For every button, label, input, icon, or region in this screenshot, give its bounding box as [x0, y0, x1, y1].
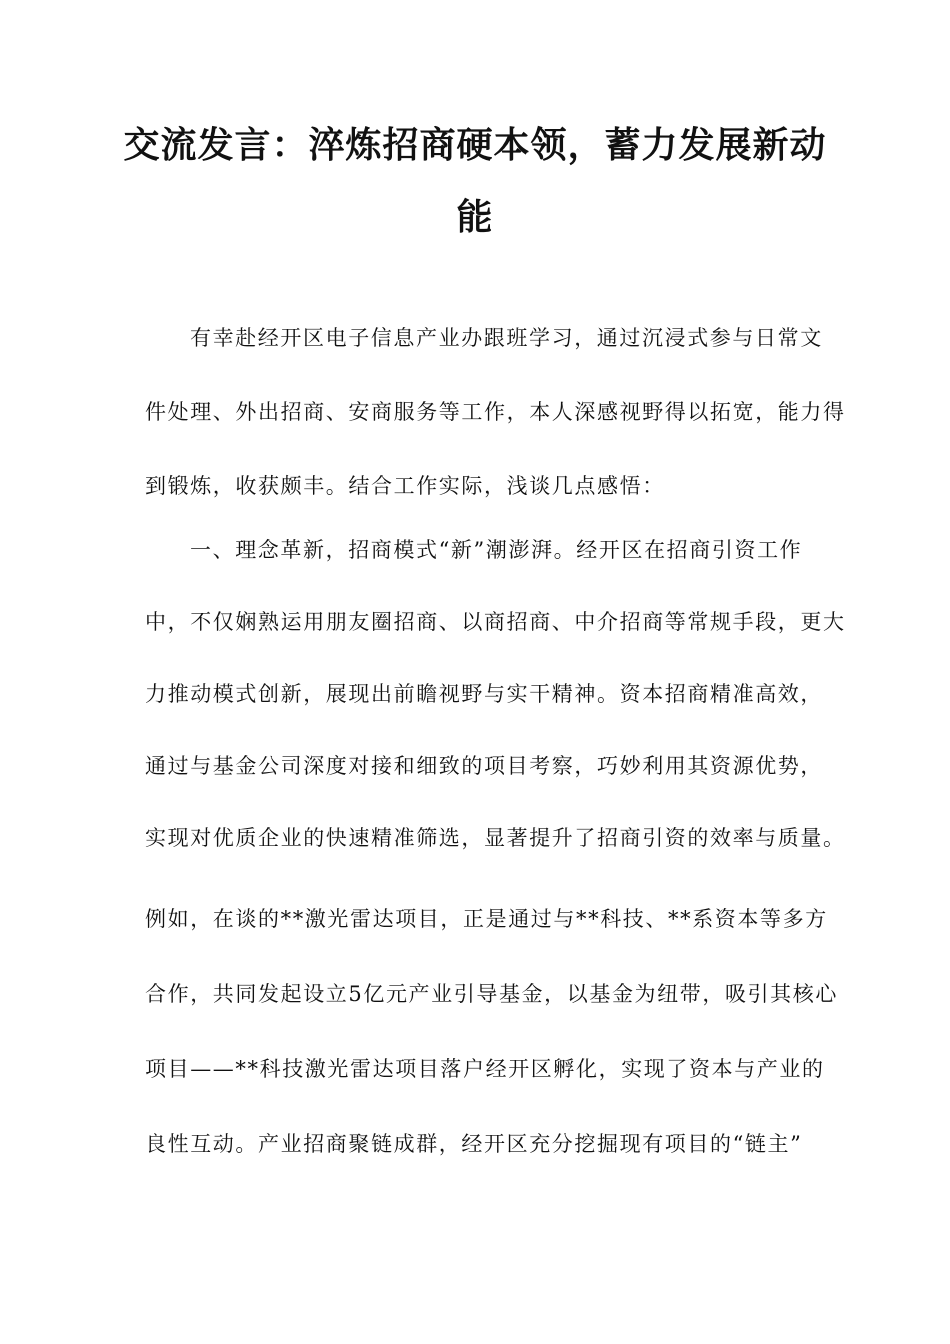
title-line-2: 能	[456, 197, 494, 238]
text-line: 力推动模式创新，展现出前瞻视野与实干精神。资本招商精准高效，	[145, 682, 823, 706]
text-line: 件处理、外出招商、安商服务等工作，本人深感视野得以拓宽，能力得	[145, 400, 846, 424]
text-line: 有幸赴经开区电子信息产业办跟班学习，通过沉浸式参与日常文	[190, 326, 823, 350]
text-line: 项目——**科技激光雷达项目落户经开区孵化，实现了资本与产业的	[145, 1057, 825, 1081]
text-line: 到锻炼，收获颇丰。结合工作实际，浅谈几点感悟：	[145, 474, 665, 498]
text-line: 合作，共同发起设立5亿元产业引导基金，以基金为纽带，吸引其核心	[145, 982, 838, 1006]
text-line: 实现对优质企业的快速精准筛选，显著提升了招商引资的效率与质量。	[145, 826, 846, 850]
text-line: 例如，在谈的**激光雷达项目，正是通过与**科技、**系资本等多方	[145, 907, 828, 931]
text-line: 通过与基金公司深度对接和细致的项目考察，巧妙利用其资源优势，	[145, 754, 823, 778]
text-line: 一、理念革新，招商模式“新”潮澎湃。经开区在招商引资工作	[190, 538, 803, 562]
title-line-1: 交流发言：淬炼招商硬本领，蓄力发展新动	[123, 125, 827, 166]
text-line: 良性互动。产业招商聚链成群，经开区充分挖掘现有项目的“链主”	[145, 1132, 803, 1156]
text-line: 中，不仅娴熟运用朋友圈招商、以商招商、中介招商等常规手段，更大	[145, 610, 846, 634]
